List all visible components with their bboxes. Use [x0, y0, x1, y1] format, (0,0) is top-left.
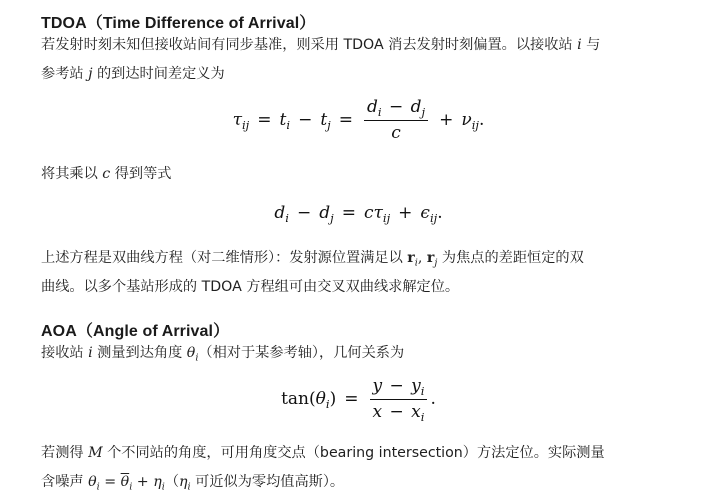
theta: θ [186, 345, 196, 361]
math-c: c [102, 166, 111, 182]
text: 测量到达角度 [92, 345, 187, 361]
math-m: M [88, 445, 103, 461]
tdoa-intro-line2 [41, 62, 225, 87]
d-j: d [410, 97, 422, 117]
sub: i [161, 481, 165, 493]
y: y [372, 376, 383, 396]
sub: i [96, 481, 100, 493]
denominator-c: c [391, 122, 401, 143]
aoa-heading: AOA（Angle of Arrival） [41, 323, 230, 340]
text: 的到达时间差定义为 [92, 66, 225, 82]
fraction: $\frac{y - y_i}{x - x_i}$ [370, 377, 428, 421]
sub: i [414, 257, 418, 269]
sub: i [420, 384, 425, 399]
epsilon: ϵ [420, 203, 430, 223]
sub: i [420, 409, 425, 424]
sub: i [195, 352, 199, 364]
sub: i [325, 397, 330, 412]
sub: i [377, 105, 382, 120]
sub: j [434, 257, 438, 269]
text: 个不同站的角度，可用角度交点（bearing intersection）方法定位。实际测量 [102, 445, 605, 461]
sub: i [285, 211, 289, 226]
text: 得到等式 [110, 166, 172, 182]
tdoa-heading: TDOA（Time Difference of Arrival） [41, 15, 316, 32]
r-i: r [407, 250, 415, 266]
x: x [372, 401, 383, 422]
sub: j [330, 211, 334, 226]
text: （ [164, 474, 180, 490]
d-j: d [319, 203, 331, 223]
theta: θ [315, 389, 326, 410]
equals: = [99, 474, 121, 490]
text: 将其乘以 [41, 166, 103, 182]
tdoa-multiply-line [41, 162, 171, 187]
sub: ij [429, 211, 438, 226]
c-tau: cτ [363, 203, 383, 223]
period: . [479, 110, 485, 131]
d-i: d [367, 97, 378, 117]
math-i: i [577, 37, 582, 53]
period: . [437, 203, 443, 223]
sub: ij [471, 118, 480, 133]
equation-tdoa-definition: $\tau_{ij}$ = $t_i$ − $t_j$ = $\frac{d_i - d_j}{c}$ + $\nu_{ij}$. [232, 97, 485, 143]
math-i: i [88, 345, 93, 361]
eta: η [179, 474, 188, 490]
period: . [430, 389, 436, 410]
text: 可近似为零均值高斯）。 [190, 474, 345, 490]
close-paren: ) [329, 389, 337, 410]
comma: , [417, 250, 427, 266]
text: 若发射时刻未知但接收站间有同步基准，则采用 TDOA 消去发射时刻偏置。以接收站 [41, 37, 578, 53]
math-j: j [88, 66, 93, 82]
sub: j [327, 118, 331, 133]
text: 上述方程是双曲线方程（对二维情形）：发射源位置满足以 [41, 250, 408, 266]
plus: + [132, 474, 154, 490]
tdoa-hyperbola-line1 [41, 246, 584, 271]
text: 接收站 [41, 345, 89, 361]
equation-range-difference: $d_i$ − $d_j$ = $c\tau_{ij}$ + $\epsilon_{ij}$. [274, 203, 443, 226]
aoa-bearing-line2 [41, 470, 344, 495]
tdoa-hyperbola-line2: 曲线。以多个基站形成的 TDOA 方程组可由交叉双曲线求解定位。 [41, 279, 460, 295]
theta: θ [88, 474, 97, 490]
sub: i [286, 118, 291, 133]
theta-bar: $\overline{\theta}$ [120, 474, 130, 490]
sub: ij [241, 118, 250, 133]
sub: i [129, 481, 133, 493]
d-i: d [274, 203, 286, 223]
y-i: y [411, 376, 421, 396]
t-j: t [320, 110, 328, 131]
sub: j [421, 105, 426, 120]
tdoa-intro-line1 [41, 33, 600, 58]
r-j: r [426, 250, 435, 266]
text: 与 [581, 37, 601, 53]
text: 为焦点的差距恒定的双 [437, 250, 584, 266]
aoa-bearing-line1 [41, 441, 605, 466]
x-i: x [411, 401, 421, 422]
eta: η [153, 474, 162, 490]
text: 若测得 [41, 445, 89, 461]
nu: ν [461, 110, 472, 131]
text: 含噪声 [41, 474, 89, 490]
t-i: t [279, 110, 287, 131]
fraction: $\frac{d_i - d_j}{c}$ [364, 98, 428, 142]
equation-aoa-geometry: tan( $\theta_i$ ) = $\frac{y - y_i}{x - x_i}$ . [281, 376, 436, 424]
sub: i [187, 481, 191, 493]
text: （相对于某参考轴），几何关系为 [198, 345, 405, 361]
tan-fn: tan( [281, 389, 316, 410]
aoa-intro-line [41, 341, 404, 366]
tau: τ [232, 110, 242, 131]
sub: ij [382, 211, 391, 226]
text: 参考站 [41, 66, 89, 82]
